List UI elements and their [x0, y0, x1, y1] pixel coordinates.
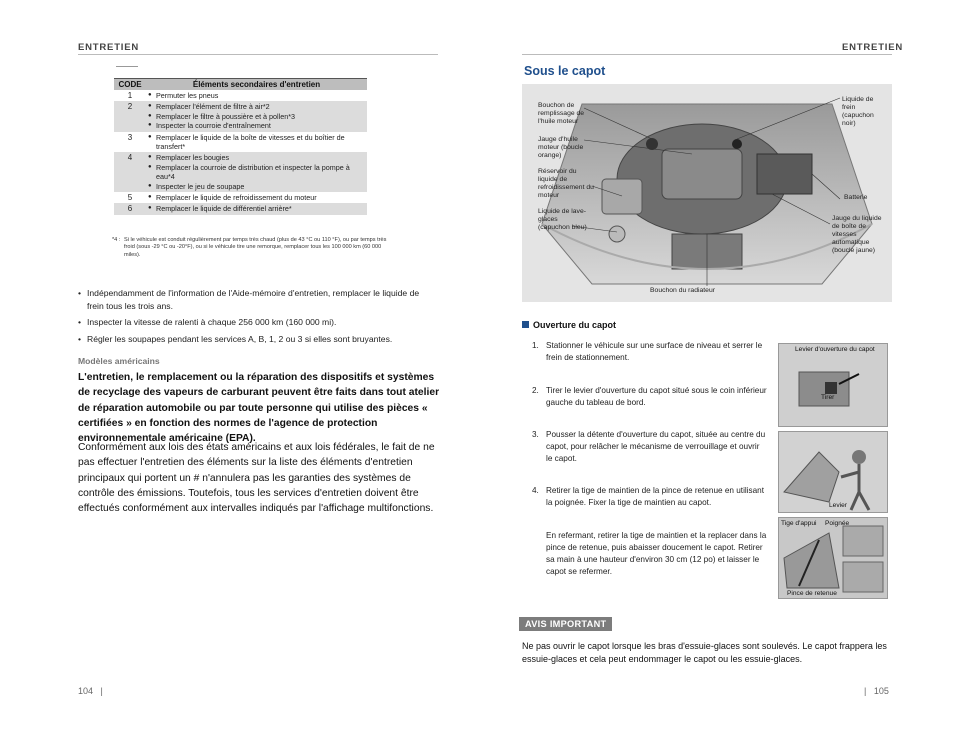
footnote-mark: *4 : [112, 237, 121, 243]
step-text: Retirer la tige de maintien de la pince de retenue en utilisant la poignée. Fixer la tige de maintien au capot. [546, 486, 765, 507]
list-item: ● Remplacer le liquide de la boîte de vitesses et du boîtier de transfert* [148, 133, 365, 152]
section-marker-icon [522, 321, 529, 328]
list-item: ● Permuter les pneus [148, 91, 365, 100]
table-cell-code: 4 [114, 152, 146, 192]
step-text: Tirer le levier d'ouverture du capot situé sous le coin inférieur gauche du tableau de bord. [546, 386, 767, 407]
step-3 [532, 429, 768, 465]
step-text: Pousser la détente d'ouverture du capot, située au centre du capot, pour relâcher le mécanisme de verrouillage et ouvrir le capot. [546, 430, 766, 463]
right-header-rule [522, 54, 892, 55]
right-folio: | 105 [864, 686, 889, 696]
engine-bay-figure [522, 84, 892, 302]
label-pull: Tirer [821, 394, 835, 401]
section-title [522, 320, 616, 330]
table-cell-code: 3 [127, 132, 133, 142]
step-number: 1. [532, 341, 539, 350]
step-2 [532, 385, 768, 409]
table-cell-items [146, 101, 367, 131]
left-header: ENTRETIEN [78, 42, 140, 53]
table-top-mark [116, 66, 138, 67]
page-number: 105 [873, 686, 889, 696]
section-title-text: Ouverture du capot [533, 320, 617, 330]
photo-hood-lever-art [779, 344, 887, 426]
step-number: 2. [532, 386, 539, 395]
right-header: ENTRETIEN [842, 42, 904, 53]
list-item: ● Remplacer le filtre à poussière et à pollen*3 [148, 112, 365, 121]
important-notice-text: Ne pas ouvrir le capot lorsque les bras d'essuie-glaces sont soulevés. Le capot frappera les essuie-glaces et cela peut endommager le capot ou les essuie-glaces. [522, 641, 887, 664]
label-retaining-clip: Pince de retenue [787, 590, 837, 597]
footnote-text: Si le véhicule est conduit régulièrement par temps très chaud (plus de 43 °C ou 110 °F), ou par temps très froid (sous -29 °C ou -20°F), ou si le véhicule tire une remorque, remplacer tous les 100 000 km (60 000 miles). [124, 237, 387, 258]
label-hood-lever: Levier d'ouverture du capot [795, 346, 875, 353]
step-1 [532, 340, 768, 364]
bullet-item: • Régler les soupapes pendant les services A, B, 1, 2 ou 3 si elles sont bruyantes. [78, 333, 438, 346]
footnote [112, 237, 394, 259]
table-row [114, 101, 367, 131]
table-cell-items [146, 152, 367, 192]
table-row [114, 203, 367, 214]
photo-prop-rod-art [779, 518, 887, 598]
photo-hood-lever [778, 343, 888, 427]
list-item: ● Remplacer le liquide de refroidissement du moteur [148, 193, 365, 202]
table-row [114, 132, 367, 153]
table-row [114, 152, 367, 192]
left-folio: 104 | [78, 686, 103, 696]
table-row [114, 90, 367, 101]
list-item: ● Remplacer le liquide de différentiel arrière* [148, 204, 365, 213]
table-cell-code: 1 [127, 91, 133, 100]
list-item: ● Remplacer l'élément de filtre à air*2 [148, 102, 365, 111]
label-transmission-dipstick: Jauge du liquide de boîte de vitesses automatique (boucle jaune) [832, 215, 882, 254]
label-prop-rod: Tige d'appui [781, 520, 817, 527]
label-coolant-reservoir: Réservoir du liquide de refroidissement du moteur [538, 168, 594, 199]
list-item: ● Inspecter le jeu de soupape [148, 182, 365, 191]
bullet-item: • Indépendamment de l'information de l'Aide-mémoire d'entretien, remplacer le liquide de frein tous les trois ans. [78, 287, 438, 312]
table-header-code: CODE [114, 79, 146, 91]
important-notice-badge: AVIS IMPORTANT [519, 617, 612, 631]
bullet-list [78, 287, 438, 349]
label-oil-cap: Bouchon de remplissage de l'huile moteur [538, 102, 585, 125]
table-cell-items [146, 132, 367, 153]
table-cell-code: 2 [114, 101, 146, 131]
label-lever: Levier [829, 502, 847, 509]
step-4 [532, 485, 768, 509]
step-number: 3. [532, 430, 539, 439]
list-item: ● Remplacer les bougies [148, 153, 365, 162]
table-row [114, 192, 367, 203]
table-cell-items [146, 192, 367, 203]
step-number: 4. [532, 486, 539, 495]
page-title: Sous le capot [524, 64, 606, 78]
closing-instructions: En refermant, retirer la tige de maintien et la replacer dans la pince de retenue, puis abaisser doucement le capot. Retirer sa main à une hauteur d'environ 30 cm (12 po) et laisser le capot se refermer. [546, 531, 767, 576]
left-header-rule [78, 54, 438, 55]
models-heading: Modèles américains [78, 356, 160, 366]
list-item: ● Inspecter la courroie d'entraînement [148, 121, 365, 130]
step-text: Stationner le véhicule sur une surface de niveau et serrer le frein de stationnement. [546, 341, 763, 362]
photo-hood-release [778, 431, 888, 513]
label-handle: Poignée [825, 520, 850, 527]
table-header-items: Éléments secondaires d'entretien [146, 79, 367, 91]
label-brake-fluid: Liquide de frein (capuchon noir) [842, 96, 874, 127]
bullet-item: • Inspecter la vitesse de ralenti à chaque 256 000 km (160 000 mi). [78, 316, 438, 329]
label-washer-fluid: Liquide de lave-glaces (capuchon bleu) [538, 208, 587, 231]
label-battery: Batterie [844, 194, 868, 201]
photo-hood-release-art [779, 432, 887, 512]
list-item: ● Remplacer la courroie de distribution et inspecter la pompe à eau*4 [148, 163, 365, 182]
page-number: 104 [78, 686, 94, 696]
photo-prop-rod [778, 517, 888, 599]
table-body [114, 90, 367, 215]
label-oil-dipstick: Jauge d'huile moteur (boucle orange) [538, 136, 584, 159]
table-cell-items [146, 90, 367, 101]
maintenance-table [114, 78, 367, 215]
label-radiator-cap: Bouchon du radiateur [650, 287, 715, 294]
table-cell-code: 5 [127, 193, 133, 203]
table-cell-items [146, 203, 367, 214]
epa-paragraph: L'entretien, le remplacement ou la réparation des dispositifs et systèmes de recyclage des vapeurs de carburant peuvent être faits dans tout atelier de réparation automobile ou par toute personne qui utilise des pièces « certifiées » en fonction des normes de l'agence de protection environnementale américaine (EPA). [78, 372, 440, 445]
federal-paragraph: Conformément aux lois des états américains et aux lois fédérales, le fait de ne pas effectuer l'entretien des éléments sur la liste des éléments d'entretien principaux qui portent un # n'annulera pas les garanties des systèmes de contrôle des émissions. Toutefois, tous les services d'entretien doivent être effectués conformément aux intervalles indiqués par l'affichage multifonctions. [78, 442, 435, 515]
table-cell-code: 6 [114, 203, 146, 214]
